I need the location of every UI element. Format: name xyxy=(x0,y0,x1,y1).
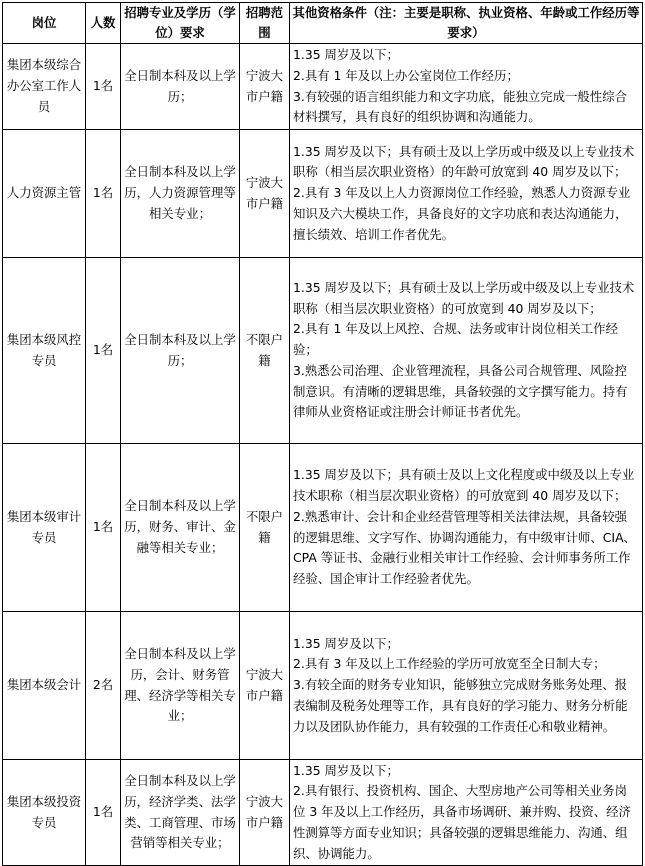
requirement-item: 2.具有银行、投资机构、国企、大型房地产公司等相关业务岗位 3 年及以上工作经历，具备市场调研、兼并购、投资、经济性测算等方面专业知识；具备较强的逻辑思维能力、沟通、组织、协调能力。 xyxy=(293,783,631,861)
scope-cell: 宁波大市户籍 xyxy=(240,130,290,258)
position-cell: 集团本级审计专员 xyxy=(3,444,86,612)
table-row xyxy=(3,760,643,866)
requirement-item: 1.35 周岁及以下； xyxy=(293,762,399,778)
requirements-cell xyxy=(290,612,643,760)
major-cell: 全日制本科及以上学历，人力资源管理等相关专业； xyxy=(121,130,240,258)
scope-cell: 宁波大市户籍 xyxy=(240,760,290,866)
requirement-item: 1.35 周岁及以下；具有硕士及以上学历或中级及以上专业技术职称（相当层次职业资格）的年龄可放宽到 40 周岁及以下； xyxy=(293,143,635,180)
major-cell: 全日制本科及以上学历； xyxy=(121,258,240,444)
position-cell: 人力资源主管 xyxy=(3,130,86,258)
count-cell: 1名 xyxy=(86,130,121,258)
table-row xyxy=(3,258,643,444)
major-cell: 全日制本科及以上学历，经济学类、法学类、工商管理、市场营销等相关专业； xyxy=(121,760,240,866)
requirements-cell xyxy=(290,130,643,258)
requirement-item: 1.35 周岁及以下； xyxy=(293,635,399,651)
position-cell: 集团本级综合办公室工作人员 xyxy=(3,44,86,130)
requirements-cell xyxy=(290,444,643,612)
header-row xyxy=(3,3,643,44)
requirement-item: 2.具有 3 年及以上工作经验的学历可放宽至全日制大专； xyxy=(293,656,606,672)
table-row xyxy=(3,130,643,258)
position-cell: 集团本级风控专员 xyxy=(3,258,86,444)
header-scope: 招聘范围 xyxy=(240,3,290,44)
count-cell: 2名 xyxy=(86,612,121,760)
requirement-item: 1.35 周岁及以下；具有硕士及以上文化程度或中级及以上专业技术职称（相当层次职业资格）的可放宽到 40 周岁及以下； xyxy=(293,467,635,503)
header-other: 其他资格条件（注：主要是职称、执业资格、年龄或工作经历等要求） xyxy=(290,3,643,44)
major-cell: 全日制本科及以上学历； xyxy=(121,44,240,130)
scope-cell: 宁波大市户籍 xyxy=(240,44,290,130)
scope-cell: 宁波大市户籍 xyxy=(240,612,290,760)
table-row xyxy=(3,44,643,130)
major-cell: 全日制本科及以上学历，财务、审计、金融等相关专业； xyxy=(121,444,240,612)
requirement-item: 3.有较强的语言组织能力和文字功底，能独立完成一般性综合材料撰写，具有良好的组织协调和沟通能力。 xyxy=(293,88,627,125)
count-cell: 1名 xyxy=(86,44,121,130)
requirement-item: 1.35 周岁及以下；具有硕士及以上学历或中级及以上专业技术职称（相当层次职业资格）的可放宽到 40 周岁及以下； xyxy=(293,279,635,316)
requirement-item: 2.具有 1 年及以上风控、合规、法务或审计岗位相关工作经验； xyxy=(293,321,618,358)
requirement-item: 3.有较全面的财务专业知识，能够独立完成财务账务处理、报表编制及税务处理等工作，具有良好的学习能力、财务分析能力以及团队协作能力，具有较强的工作责任心和敬业精神。 xyxy=(293,677,628,734)
requirement-item: 1.35 周岁及以下； xyxy=(293,46,399,62)
count-cell: 1名 xyxy=(86,258,121,444)
requirement-item: 2.熟悉审计、会计和企业经营管理等相关法律法规，具备较强的逻辑思维、文字写作、协调沟通能力，有中级审计师、CIA、CPA 等证书、金融行业相关审计工作经验、会计师事务所工作经验、国企审计工作经验者优先。 xyxy=(293,508,636,587)
scope-cell: 不限户籍 xyxy=(240,444,290,612)
header-count: 人数 xyxy=(86,3,121,44)
requirement-item: 2.具有 3 年及以上人力资源岗位工作经验，熟悉人力资源专业知识及六大模块工作，具备良好的文字功底和表达沟通能力，擅长绩效、培训工作者优先。 xyxy=(293,185,631,242)
position-cell: 集团本级投资专员 xyxy=(3,760,86,866)
header-major: 招聘专业及学历（学位）要求 xyxy=(121,3,240,44)
major-cell: 全日制本科及以上学历，会计、财务管理、经济学等相关专业； xyxy=(121,612,240,760)
count-cell: 1名 xyxy=(86,444,121,612)
requirements-cell xyxy=(290,760,643,866)
requirement-item: 2.具有 1 年及以上办公室岗位工作经历； xyxy=(293,67,519,83)
header-position: 岗位 xyxy=(3,3,86,44)
scope-cell: 不限户籍 xyxy=(240,258,290,444)
requirements-cell xyxy=(290,44,643,130)
requirements-cell xyxy=(290,258,643,444)
table-row xyxy=(3,612,643,760)
requirement-item: 3.熟悉公司治理、企业管理流程，具备公司合规管理、风险控制意识。有清晰的逻辑思维，具备较强的文字撰写能力。持有律师从业资格证或注册会计师证书者优先。 xyxy=(293,362,628,420)
table-row xyxy=(3,444,643,612)
position-cell: 集团本级会计 xyxy=(3,612,86,760)
recruitment-table xyxy=(2,2,643,866)
count-cell: 1名 xyxy=(86,760,121,866)
